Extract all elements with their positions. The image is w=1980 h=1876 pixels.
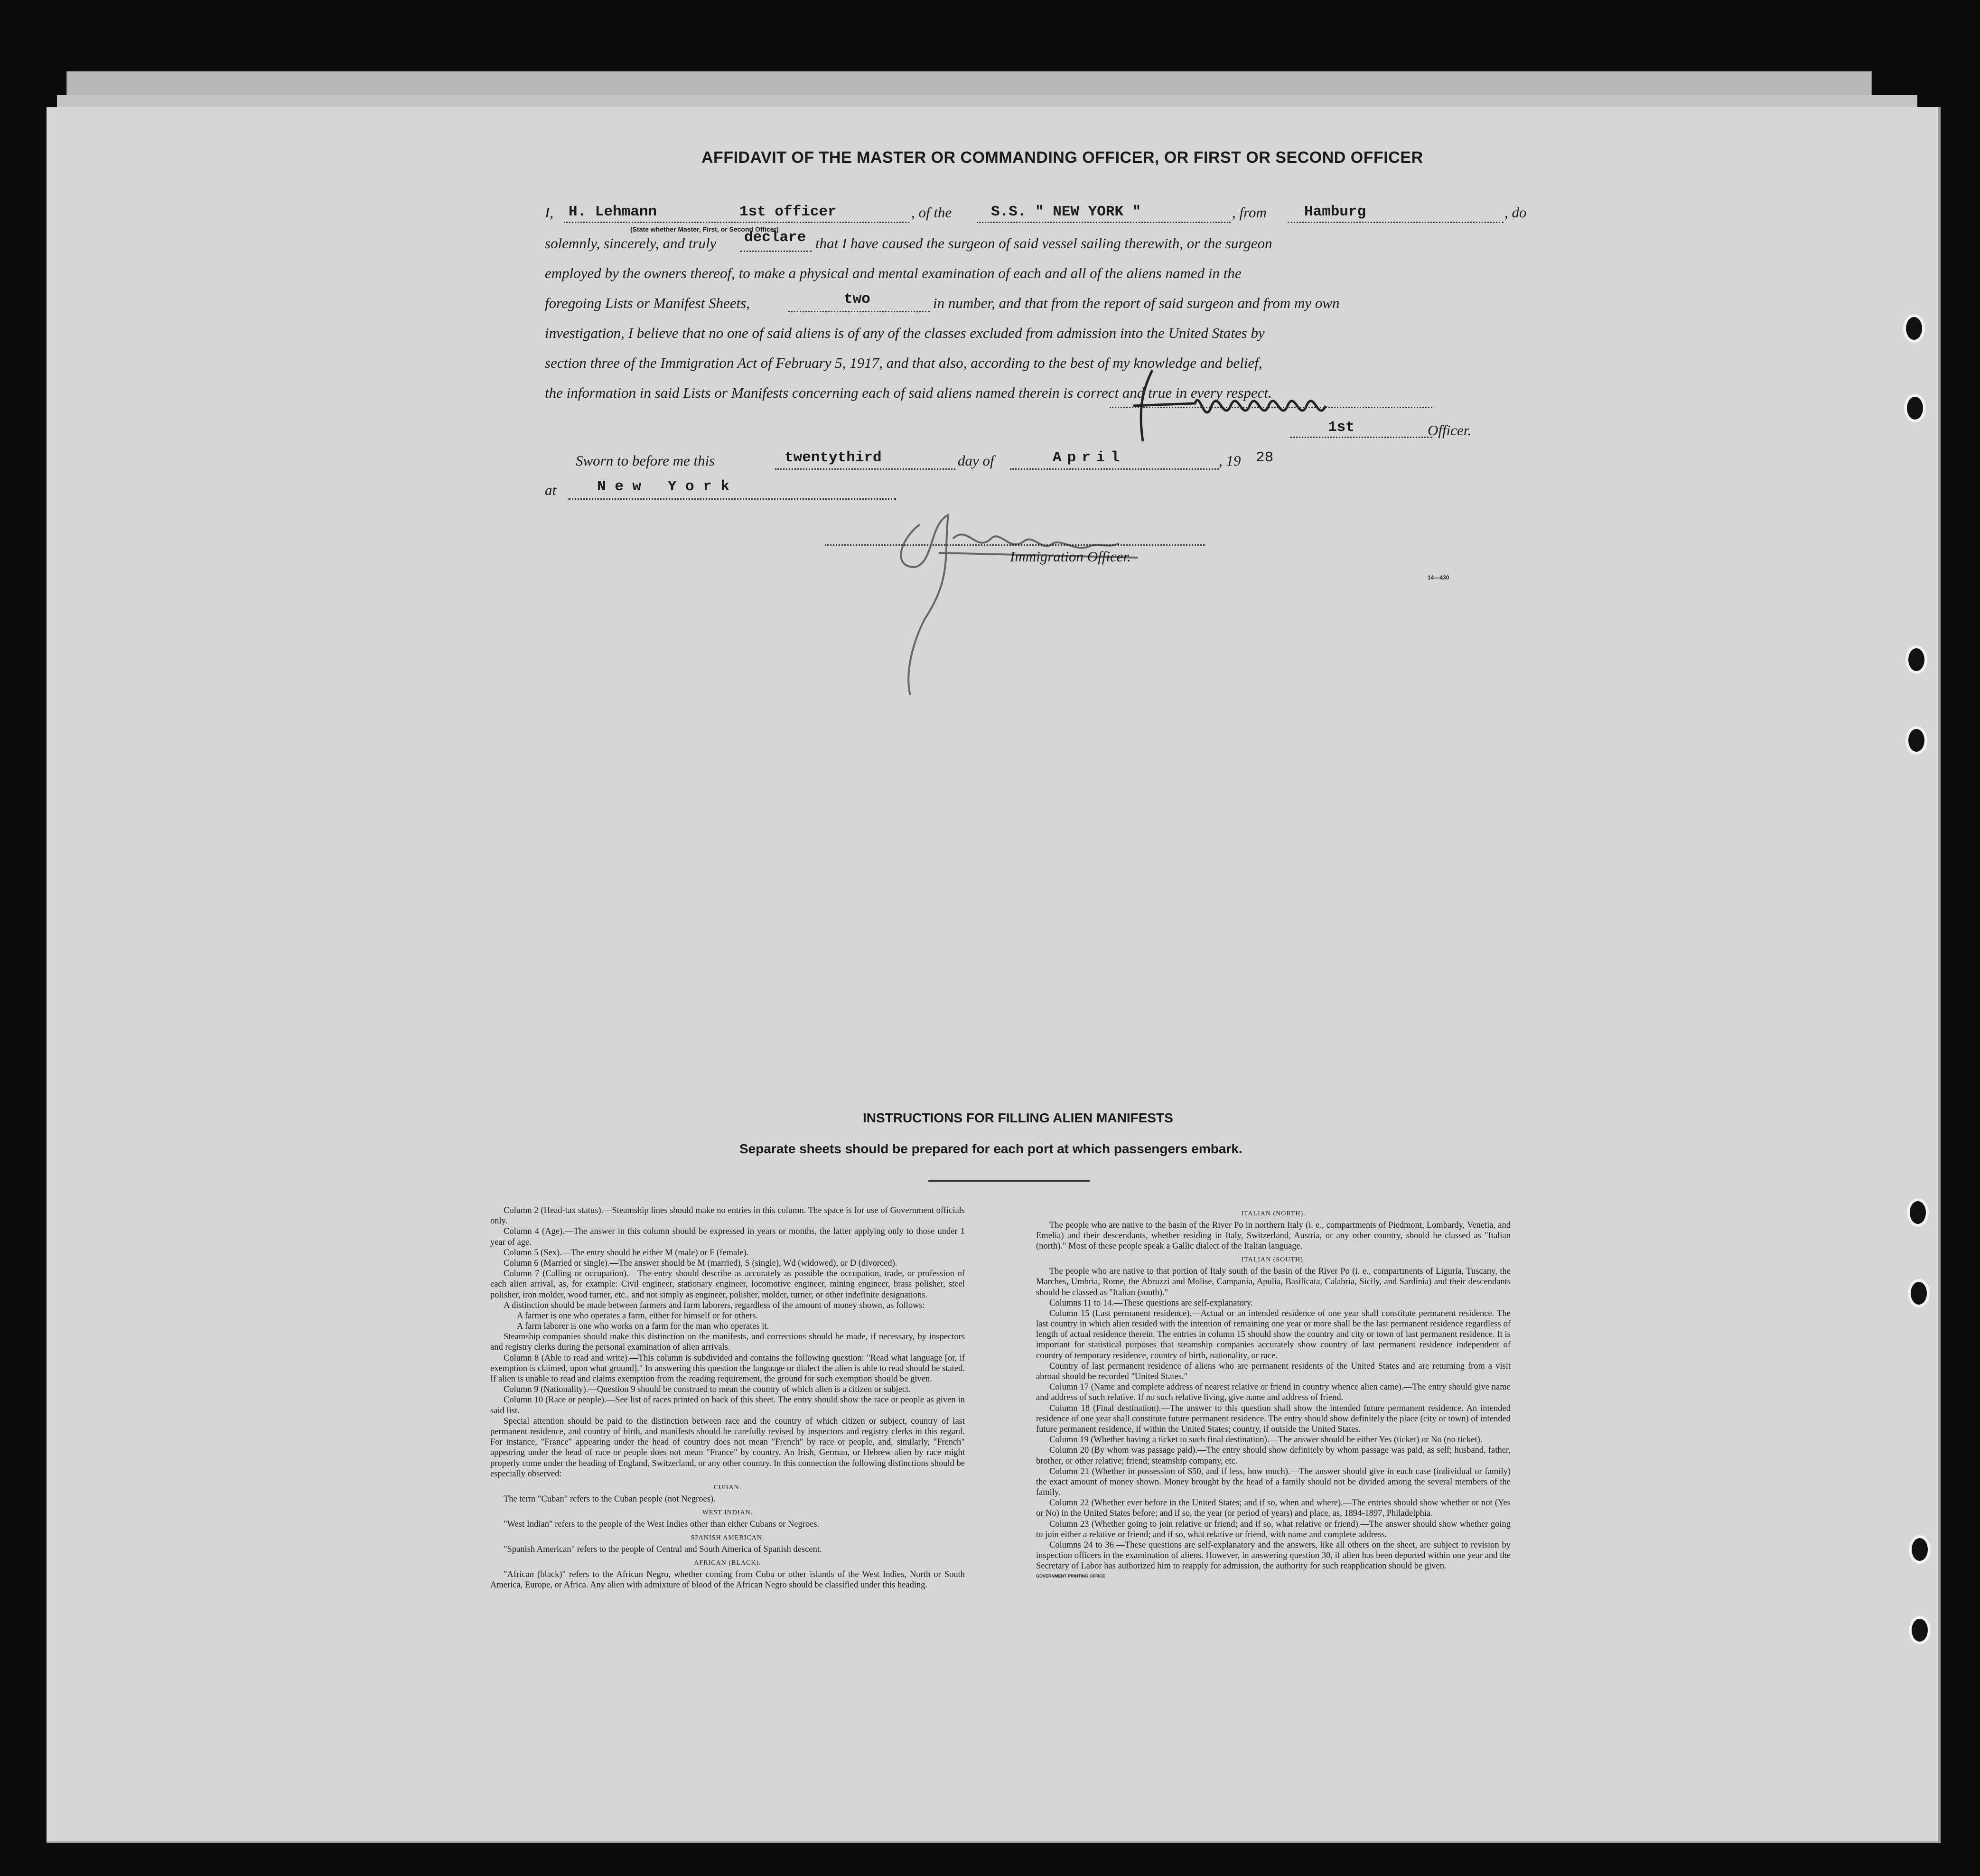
declare-verb: declare: [744, 229, 806, 246]
heading-italian-north: ITALIAN (NORTH).: [1241, 1210, 1306, 1217]
left-para: Column 2 (Head-tax status).—Steamship lines should make no entries in this column. The space is for use of Government officials only.: [490, 1206, 965, 1226]
sworn-place: N e w Y o r k: [597, 478, 730, 495]
left-para: Column 6 (Married or single).—The answer should be M (married), S (single), Wd (widowed), or D (divorced).: [504, 1258, 897, 1268]
instructions-subtitle: Separate sheets should be prepared for each port at which passengers embark.: [739, 1141, 1242, 1156]
officer-label: Officer.: [1428, 422, 1472, 439]
ship-dots: [977, 222, 1231, 223]
officer-rank: 1st officer: [739, 204, 837, 220]
right-para: Columns 11 to 14.—These questions are self-explanatory.: [1049, 1298, 1253, 1308]
binder-hole: [1909, 1616, 1931, 1644]
sworn-text-c: , 19: [1219, 452, 1241, 469]
right-para: Country of last permanent residence of aliens who are permanent residents of the United States and are returning from a visit abroad should be recorded "United States.": [1036, 1361, 1511, 1382]
affidavit-from: , from: [1232, 204, 1267, 221]
heading-cuban: CUBAN.: [713, 1484, 742, 1491]
instructions-right-column: [1036, 1205, 1511, 1577]
departure-port: Hamburg: [1304, 204, 1366, 220]
form-number: 14—430: [1428, 574, 1449, 581]
port-dots: [1288, 222, 1504, 223]
manifest-page: [47, 107, 1941, 1843]
sworn-text-a: Sworn to before me this: [576, 452, 715, 469]
count-dots: [788, 311, 930, 312]
printer-imprint: GOVERNMENT PRINTING OFFICE: [1036, 1573, 1105, 1578]
affidavit-title: AFFIDAVIT OF THE MASTER OR COMMANDING OFFICER, OR FIRST OR SECOND OFFICER: [701, 149, 1423, 167]
affidavit-line-4a: foregoing Lists or Manifest Sheets,: [545, 295, 750, 311]
left-para: Column 5 (Sex).—The entry should be either M (male) or F (female).: [504, 1248, 749, 1258]
heading-west-indian: WEST INDIAN.: [702, 1509, 753, 1516]
left-para: A farm laborer is one who works on a farm for the man who operates it.: [517, 1322, 769, 1332]
left-para: A farmer is one who operates a farm, either for himself or for others.: [517, 1311, 758, 1321]
officer-name: H. Lehmann: [569, 204, 657, 220]
binder-hole: [1904, 394, 1926, 422]
affidavit-line-5: investigation, I believe that no one of said aliens is of any of the classes excluded from admission into the United States by: [545, 325, 1265, 341]
affidavit-of-the: , of the: [911, 204, 952, 221]
affidavit-do: , do: [1504, 204, 1527, 221]
affidavit-line-3: employed by the owners thereof, to make a physical and mental examination of each and all of the aliens named in the: [545, 265, 1242, 281]
right-para: Column 19 (Whether having a ticket to such final destination).—The answer should be either Yes (ticket) or No (no ticket).: [1049, 1435, 1483, 1445]
left-para: A distinction should be made between farmers and farm laborers, regardless of the amount of money shown, as follows:: [504, 1300, 925, 1310]
instructions-title: INSTRUCTIONS FOR FILLING ALIEN MANIFESTS: [863, 1111, 1173, 1125]
affidavit-line-2a: solemnly, sincerely, and truly: [545, 235, 717, 252]
instructions-left-column: [490, 1205, 965, 1590]
left-para: Column 10 (Race or people).—See list of races printed on back of this sheet. The entry should show the race or people as given in said list.: [490, 1395, 965, 1416]
affidavit-i: I,: [545, 204, 554, 221]
verb-dots: [740, 251, 812, 252]
para-italian-south: The people who are native to that portion of Italy south of the basin of the River Po (i. e., compartments of Liguria, Tuscany, the Marches, Umbria, Rome, the Abruzzi and Molise, Campania, Apulia, Basilicata, Calabria, Sicily, and Sardinia) and their descendants should be classed as "Italian (south).": [1036, 1267, 1511, 1297]
right-para: Column 18 (Final destination).—The answer to this question shall show the intended future permanent residence. An intended residence of one year shall constitute future permanent residence. The entry should show definitely the place (city or town) of intended future permanent residence, if within the United States; country, if outside the United States.: [1036, 1403, 1511, 1434]
binder-hole: [1903, 314, 1925, 343]
sworn-text-b: day of: [958, 452, 994, 469]
at-label: at: [545, 482, 557, 498]
right-para: Columns 24 to 36.—These questions are self-explanatory and the answers, like all others on the sheet, are subject to revision by inspection officers in the examination of aliens. However, in answering question 30, if alien has been deported within one year and the Secretary of Labor has authorized him to reapply for admission, the authority for such reapplication should be given.: [1036, 1540, 1511, 1571]
left-para: Steamship companies should make this distinction on the manifests, and corrections should be made, if necessary, by inspectors and registry clerks during the personal examination of alien arrivals.: [490, 1332, 965, 1353]
binder-hole: [1909, 1535, 1931, 1564]
heading-spanish-american: SPANISH AMERICAN.: [691, 1534, 765, 1541]
left-para: Column 7 (Calling or occupation).—The entry should describe as accurately as possible the occupation, trade, or profession of each alien arrival, as, for example: Civil engineer, stationary engineer, locomotive engineer, mining engineer, brass polisher, steel polisher, iron molder, wood turner, etc., and not simply as engineer, polisher, molder, turner, or other indefinite designations.: [490, 1269, 965, 1300]
heading-italian-south: ITALIAN (SOUTH).: [1241, 1256, 1306, 1264]
affidavit-line-6: section three of the Immigration Act of February 5, 1917, and that also, according to the best of my knowledge and belief,: [545, 355, 1262, 371]
right-para: Column 15 (Last permanent residence).—Actual or an intended residence of one year shall constitute permanent residence. The last country in which alien resided with the intention of remaining one year or more shall be the last permanent residence regardless of length of actual residence therein. The entries in column 15 should show the country and city or town of last permanent residence. It is important for statistical purposes that steamship companies accurately show country of last permanent residence independent of country of temporary residence, country of birth, nationality, or race.: [1036, 1308, 1511, 1361]
affidavit-line-4b: in number, and that from the report of said surgeon and from my own: [933, 295, 1340, 311]
sworn-year: 28: [1256, 449, 1274, 466]
sheet-count: two: [844, 291, 870, 308]
right-para: Column 17 (Name and complete address of nearest relative or friend in country whence alien came).—The entry should give name and address of such relative. If no such relative living, give name and address of friend.: [1036, 1382, 1511, 1403]
para-spanish-american: "Spanish American" refers to the people of Central and South America of Spanish descent.: [504, 1544, 822, 1554]
name-dots: [564, 222, 909, 223]
heading-african: AFRICAN (BLACK).: [694, 1559, 761, 1567]
para-african: "African (black)" refers to the African Negro, whether coming from Cuba or other islands of the West Indies, North or South America, Europe, or Africa. Any alien with admixture of blood of the African Negro should be classified under this heading.: [490, 1569, 965, 1590]
officer-signature-line: [1110, 407, 1432, 408]
officer-rank-signed: 1st: [1328, 419, 1354, 436]
binder-hole: [1908, 1279, 1930, 1307]
binder-hole: [1905, 726, 1927, 755]
right-para: Column 21 (Whether in possession of $50, and if less, how much).—The answer should give in each case (individual or family) the exact amount of money shown. Money brought by the head of a family should not be divided among the several members of the family.: [1036, 1466, 1511, 1498]
right-para: Column 20 (By whom was passage paid).—The entry should show definitely by whom passage was paid, as self; husband, father, brother, or other relative; friend; steamship company, etc.: [1036, 1446, 1511, 1466]
right-para: Column 22 (Whether ever before in the United States; and if so, when and where).—The entries should show whether or not (Yes or No) in the United States before; and if so, the year (or period of years) and place, as, 1894-1897, Philadelphia.: [1036, 1498, 1511, 1519]
sworn-day: twentythird: [785, 449, 882, 466]
ship-name: S.S. " NEW YORK ": [991, 204, 1141, 220]
right-para: Column 23 (Whether going to join relative or friend; and if so, what relative or friend).—The answer should show whether going to join either a relative or friend; and if so, what relative or friend, with name and complete address.: [1036, 1519, 1511, 1540]
place-dots: [569, 498, 896, 500]
sworn-month: April: [1053, 449, 1126, 466]
left-para: Column 9 (Nationality).—Question 9 should be construed to mean the country of which alien is a citizen or subject.: [504, 1385, 911, 1395]
left-para: Special attention should be paid to the distinction between race and the country of which citizen or subject, country of last permanent residence, and country of birth, and manifests should be carefully revised by inspectors and registry clerks in this regard. For instance, "France" appearing under the head of country does not mean "French" by race or people, and, similarly, "French" appearing under the head of race or people does not mean "France" by country. An Irish, German, or Hebrew alien by race might properly come under the heading of England, Switzerland, or any other country. In this connection the following distinctions should be especially observed:: [490, 1416, 965, 1479]
binder-hole: [1905, 645, 1927, 674]
left-para: Column 4 (Age).—The answer in this column should be expressed in years or months, the latter applying only to those under 1 year of age.: [490, 1227, 965, 1247]
immigration-officer-label: Immigration Officer.: [1010, 548, 1131, 565]
para-west-indian: "West Indian" refers to the people of the West Indies other than either Cubans or Negroes.: [504, 1519, 820, 1529]
rank-note: (State whether Master, First, or Second Officer): [630, 225, 779, 233]
left-para: Column 8 (Able to read and write).—This column is subdivided and contains the following question: "Read what language [or, if exemption is claimed, upon what ground]." In answering this question the language or dialect the alien is able to read should be stated. If alien is unable to read and claims exemption from the reading requirement, the ground for such exemption should be given.: [490, 1353, 965, 1384]
immigration-officer-signature: [872, 496, 1205, 695]
para-italian-north: The people who are native to the basin of the River Po in northern Italy (i. e., compartments of Piedmont, Lombardy, Venetia, and Emelia) and their descendants, whether residing in Italy, Switzerland, Austria, or any other country, should be classed as "Italian (north)." Most of these people speak a Gallic dialect of the Italian language.: [1036, 1220, 1511, 1251]
immigration-signature-line: [825, 544, 1205, 546]
para-cuban: The term "Cuban" refers to the Cuban people (not Negroes).: [504, 1494, 716, 1504]
officer-rank-dots: [1290, 437, 1432, 438]
affidavit-line-7: the information in said Lists or Manifests concerning each of said aliens named therein is correct and true in every respect.: [545, 384, 1272, 401]
binder-hole: [1907, 1198, 1929, 1227]
day-dots: [775, 468, 955, 470]
officer-signature: [1124, 361, 1375, 465]
affidavit-line-2b: that I have caused the surgeon of said vessel sailing therewith, or the surgeon: [815, 235, 1272, 252]
instructions-rule: [928, 1180, 1090, 1182]
month-dots: [1010, 468, 1219, 470]
